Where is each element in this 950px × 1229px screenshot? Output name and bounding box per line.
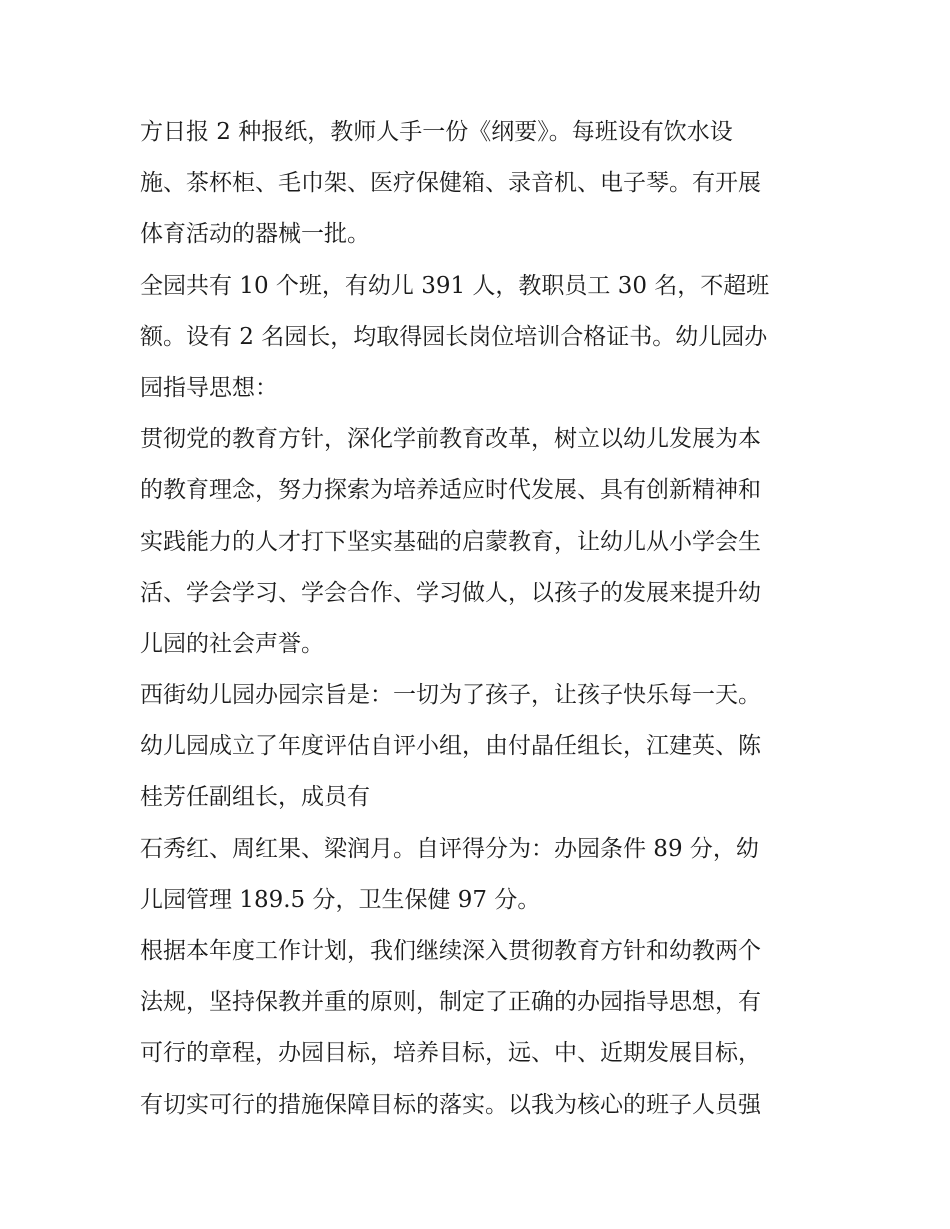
text-line: 儿园的社会声誉。 (140, 630, 324, 657)
text-line: 方日报 2 种报纸，教师人手一份《纲要》。每班设有饮水设 (140, 119, 733, 145)
text-line: 桂芳任副组长，成员有 (140, 784, 370, 811)
text-line: 活、学会学习、学会合作、学习做人，以孩子的发展来提升幼 (140, 579, 761, 606)
text-line: 额。设有 2 名园长，均取得园长岗位培训合格证书。幼儿园办 (140, 323, 768, 350)
text-line: 幼儿园成立了年度评估自评小组，由付晶任组长，江建英、陈 (140, 733, 761, 760)
text-line: 的教育理念，努力探索为培养适应时代发展、具有创新精神和 (140, 477, 761, 504)
text-line: 西街幼儿园办园宗旨是：一切为了孩子，让孩子快乐每一天。 (140, 682, 761, 709)
text-line: 贯彻党的教育方针，深化学前教育改革，树立以幼儿发展为本 (140, 426, 761, 453)
body-text (140, 107, 815, 1131)
text-line: 全园共有 10 个班，有幼儿 391 人，教职员工 30 名，不超班 (140, 272, 770, 299)
text-line: 石秀红、周红果、梁润月。自评得分为：办园条件 89 分，幼 (140, 835, 759, 862)
text-line: 园指导思想： (140, 374, 278, 401)
text-line: 有切实可行的措施保障目标的落实。以我为核心的班子人员强 (140, 1091, 761, 1118)
text-line: 可行的章程，办园目标，培养目标，远、中、近期发展目标， (140, 1040, 761, 1067)
text-line: 法规，坚持保教并重的原则，制定了正确的办园指导思想，有 (140, 989, 761, 1016)
text-line: 体育活动的器械一批。 (140, 221, 370, 248)
text-line: 根据本年度工作计划，我们继续深入贯彻教育方针和幼教两个 (140, 938, 761, 964)
text-line: 实践能力的人才打下坚实基础的启蒙教育，让幼儿从小学会生 (140, 528, 761, 555)
text-line: 施、茶杯柜、毛巾架、医疗保健箱、录音机、电子琴。有开展 (140, 170, 761, 197)
text-line: 儿园管理 189.5 分，卫生保健 97 分。 (140, 886, 541, 913)
